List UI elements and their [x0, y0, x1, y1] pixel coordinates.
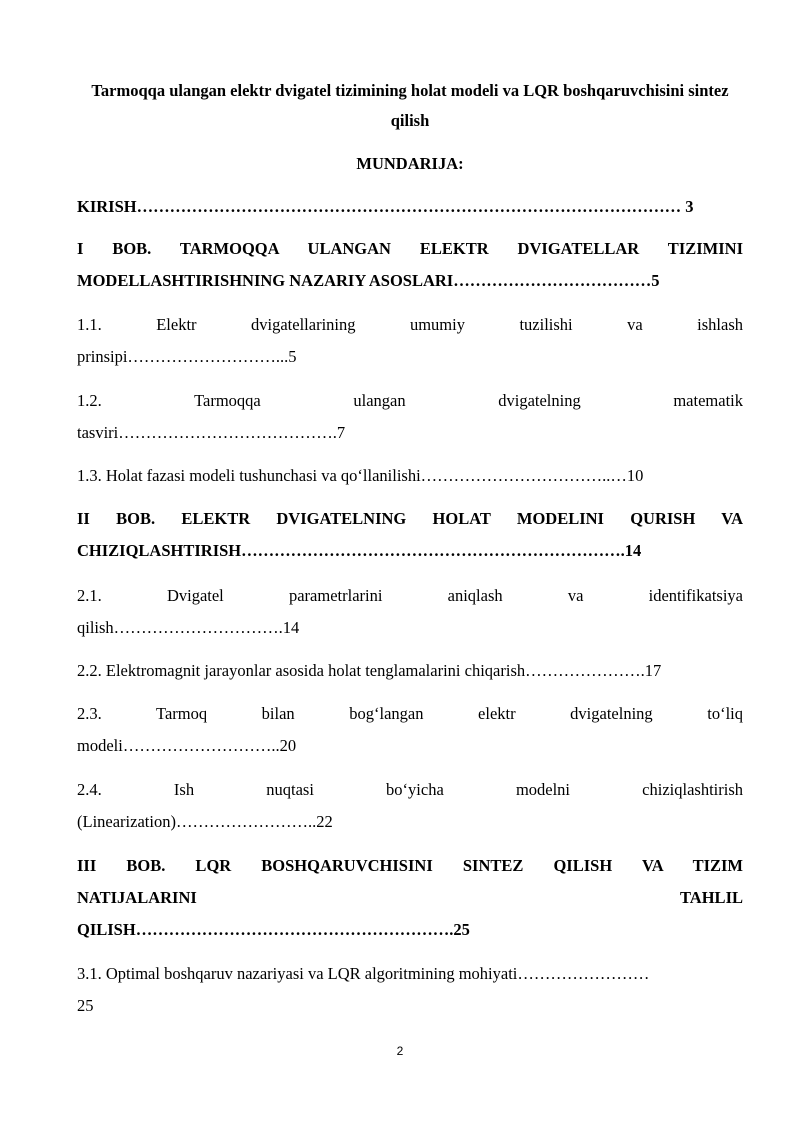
toc-entry-chapter-3-line-2: NATIJALARINI TAHLIL [77, 888, 743, 907]
toc-entry-2-2: 2.2. Elektromagnit jarayonlar asosida holat tenglamalarini chiqarish………………….17 [77, 661, 662, 680]
toc-entry-3-1-line-1: 3.1. Optimal boshqaruv nazariyasi va LQR algoritmining mohiyati…………………… [77, 964, 650, 983]
toc-entry-2-1-line-2: qilish………………………….14 [77, 618, 300, 637]
toc-heading: MUNDARIJA: [356, 154, 464, 173]
toc-entry-2-3-line-1: 2.3. Tarmoq bilan bog‘langan elektr dvigatelning to‘liq [77, 704, 743, 723]
toc-entry-1-1-line-2: prinsipi………………………...5 [77, 347, 297, 366]
toc-entry-2-4-line-2: (Linearization)……………………..22 [77, 812, 333, 831]
toc-entry-1-1-line-1: 1.1. Elektr dvigatellarining umumiy tuzilishi va ishlash [77, 315, 743, 334]
toc-entry-chapter-3-line-3: QILISH………………………………………………….25 [77, 920, 470, 939]
toc-entry-2-3-line-2: modeli………………………..20 [77, 736, 297, 755]
toc-entry-chapter-2-line-1: II BOB. ELEKTR DVIGATELNING HOLAT MODELINI QURISH VA [77, 509, 743, 528]
toc-entry-chapter-2-line-2: CHIZIQLASHTIRISH…………………………………………………………….14 [77, 541, 642, 560]
toc-entry-chapter-1-line-1: I BOB. TARMOQQA ULANGAN ELEKTR DVIGATELLAR TIZIMINI [77, 239, 743, 258]
toc-entry-3-1-line-2: 25 [77, 996, 94, 1015]
toc-entry-chapter-3-line-1: III BOB. LQR BOSHQARUVCHISINI SINTEZ QILISH VA TIZIM [77, 856, 743, 875]
document-title: Tarmoqqa ulangan elektr dvigatel tizimining holat modeli va LQR boshqaruvchisini sintez qilish [91, 81, 729, 130]
toc-entry-2-1-line-1: 2.1. Dvigatel parametrlarini aniqlash va identifikatsiya [77, 586, 743, 605]
toc-entry-kirish: KIRISH……………………………………………………………………………………… 3 [77, 197, 694, 216]
toc-entry-1-2-line-1: 1.2. Tarmoqqa ulangan dvigatelning matematik [77, 391, 743, 410]
toc-entry-1-3: 1.3. Holat fazasi modeli tushunchasi va qo‘llanilishi……………………………..…10 [77, 466, 644, 485]
page-number: 2 [396, 1044, 404, 1058]
toc-entry-chapter-1-line-2: MODELLASHTIRISHNING NAZARIY ASOSLARI………………………………5 [77, 271, 660, 290]
toc-entry-2-4-line-1: 2.4. Ish nuqtasi bo‘yicha modelni chiziqlashtirish [77, 780, 743, 799]
toc-entry-1-2-line-2: tasviri………………………………….7 [77, 423, 346, 442]
